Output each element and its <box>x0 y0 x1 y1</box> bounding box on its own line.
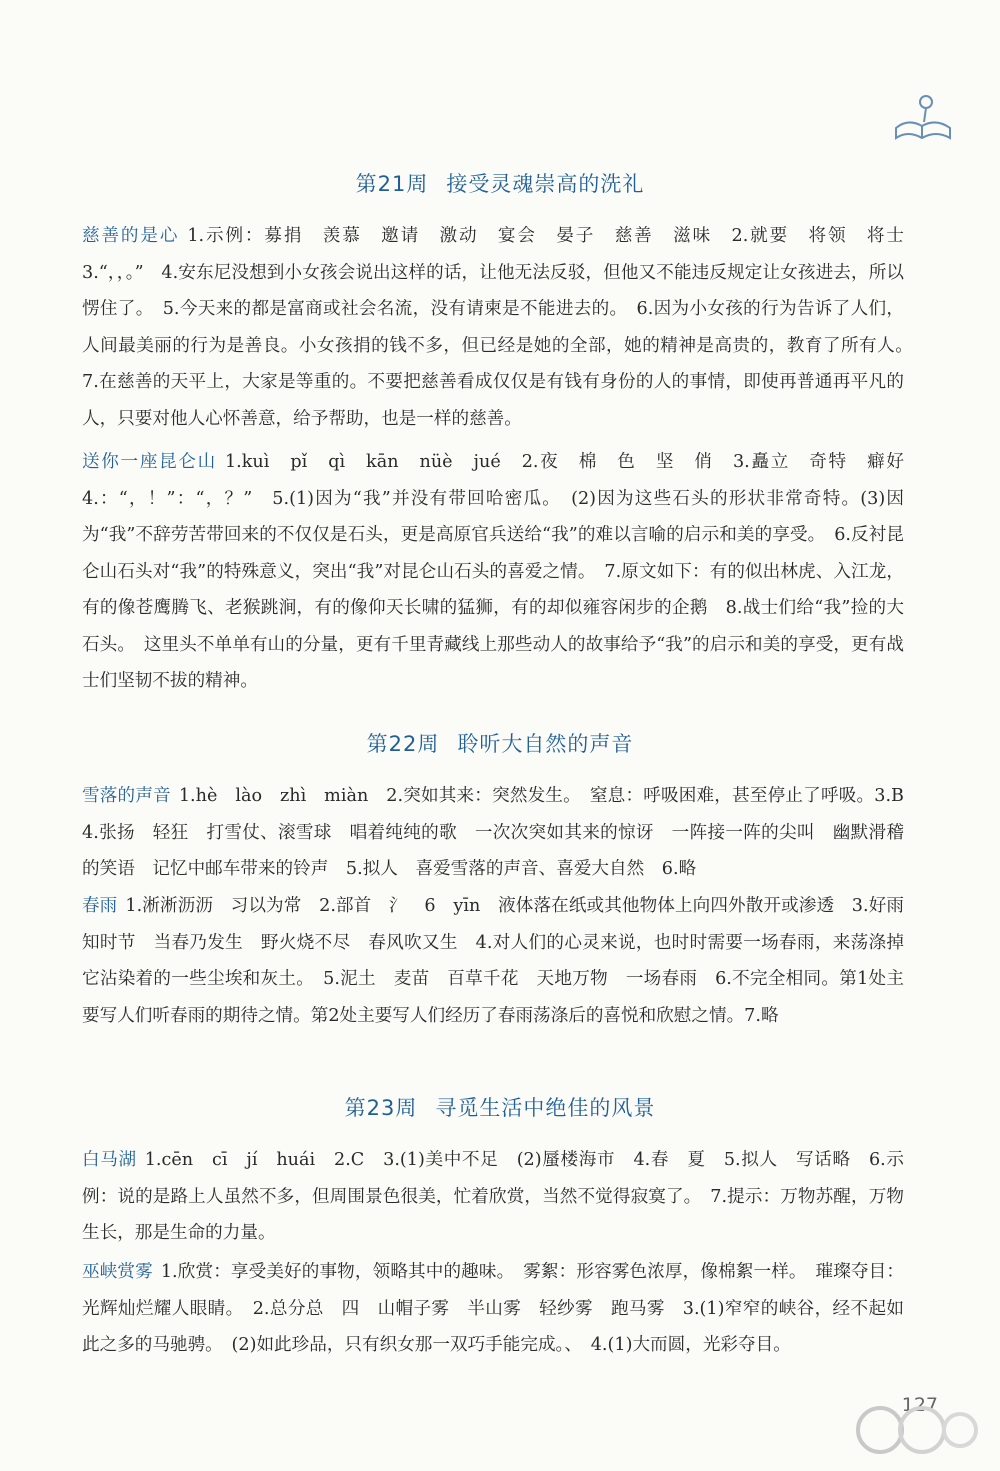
passage-title: 巫峡赏雾 <box>82 1262 153 1282</box>
passage-title: 送你一座昆仑山 <box>82 452 217 472</box>
book-reading-icon <box>888 88 958 148</box>
week-number: 第22周 <box>366 732 440 756</box>
answer-text: 1.示例：募捐 羡慕 邀请 激动 宴会 晏子 慈善 滋味 2.就要 将领 将士 3.“，，。” 4.安东尼没想到小女孩会说出这样的话，让他无法反驳，但他又不能违反规定让女孩进去，所以愣住了。 5.今天来的都是富商或社会名流，没有请柬是不能进去的。 6.因为小女孩的行为告诉了人们，人间最美丽的行为是善良。小女孩捐的钱不多，但已经是她的全部，她的精神是高贵的，教育了所有人。 7.在慈善的天平上，大家是等重的。不要把慈善看成仅仅是有钱有身份的人的事情，即使再普通再平凡的人，只要对他人心怀善意，给予帮助，也是一样的慈善。 <box>82 226 922 429</box>
passage-title: 春雨 <box>82 896 118 916</box>
watermark-logo-icon <box>850 1400 980 1460</box>
week-theme: 接受灵魂崇高的洗礼 <box>446 172 645 196</box>
week-theme: 聆听大自然的声音 <box>457 732 634 756</box>
week-22-heading <box>0 728 1000 758</box>
answer-text: 1.淅淅沥沥 习以为常 2.部首 氵 6 yīn 液体落在纸或其他物体上向四外散开或渗透 3.好雨知时节 当春乃发生 野火烧不尽 春风吹又生 4.对人们的心灵来说，也时时需要一场春雨，来荡涤掉它沾染着的一些尘埃和灰土。 5.泥土 麦苗 百草千花 天地万物 一场春雨 6.不完全相同。第1处主要写人们听春雨的期待之情。第2处主要写人们经历了春雨荡涤后的喜悦和欣慰之情。7.略 <box>82 896 904 1026</box>
answer-block-2 <box>82 444 922 700</box>
passage-title: 慈善的是心 <box>82 226 180 246</box>
answer-text: 1.cēn cī jí huái 2.C 3.(1)美中不足 (2)蜃楼海市 4.春 夏 5.拟人 写话略 6.示例：说的是路上人虽然不多，但周围景色很美，忙着欣赏，当然不觉得寂寞了。 7.提示：万物苏醒，万物生长，那是生命的力量。 <box>82 1150 904 1243</box>
answer-text: 1.hè lào zhì miàn 2.突如其来：突然发生。 窒息：呼吸困难，甚至停止了呼吸。3.B 4.张扬 轻狂 打雪仗、滚雪球 唱着纯纯的歌 一次次突如其来的惊讶 一阵接一阵的尖叫 幽默滑稽的笑语 记忆中邮车带来的铃声 5.拟人 喜爱雪落的声音、喜爱大自然 6.略 <box>82 786 922 879</box>
passage-title: 雪落的声音 <box>82 786 171 806</box>
week-theme: 寻觅生活中绝佳的风景 <box>435 1096 656 1120</box>
answer-block-3 <box>82 778 922 888</box>
page-number: 127 <box>901 1394 938 1416</box>
answer-block-4 <box>82 888 904 1034</box>
answer-block-1 <box>82 218 922 437</box>
week-number: 第23周 <box>344 1096 418 1120</box>
week-21-heading <box>0 168 1000 198</box>
answer-text: 1.kuì pǐ qì kān nüè jué 2.夜 棉 色 坚 俏 3.矗立 奇特 癖好 4.：“，！”：“，？” 5.(1)因为“我”并没有带回哈密瓜。 (2)因为这些石头的形状非常奇特。(3)因为“我”不辞劳苦带回来的不仅仅是石头，更是高原官兵送给“我”的难以言喻的启示和美的享受。 6.反衬昆仑山石头对“我”的特殊意义，突出“我”对昆仑山石头的喜爱之情。 7.原文如下：有的似出林虎、入江龙，有的像苍鹰腾飞、老猴跳涧，有的像仰天长啸的猛狮，有的却似雍容闲步的企鹅 8.战士们给“我”捡的大石头。 这里头不单单有山的分量，更有千里青藏线上那些动人的故事给予“我”的启示和美的享受，更有战士们坚韧不拔的精神。 <box>82 452 922 691</box>
answer-block-6 <box>82 1254 904 1364</box>
week-number: 第21周 <box>355 172 429 196</box>
answer-block-5 <box>82 1142 904 1252</box>
week-23-heading <box>0 1092 1000 1122</box>
answer-text: 1.欣赏：享受美好的事物，领略其中的趣味。 雾絮：形容雾色浓厚，像棉絮一样。 璀璨夺目：光辉灿烂耀人眼睛。 2.总分总 四 山帽子雾 半山雾 轻纱雾 跑马雾 3.(1)窄窄的峡谷，经不起如此之多的马驰骋。 (2)如此珍品，只有织女那一双巧手能完成。、 4.(1)大而圆，光彩夺目。 <box>82 1262 904 1355</box>
passage-title: 白马湖 <box>82 1150 137 1170</box>
